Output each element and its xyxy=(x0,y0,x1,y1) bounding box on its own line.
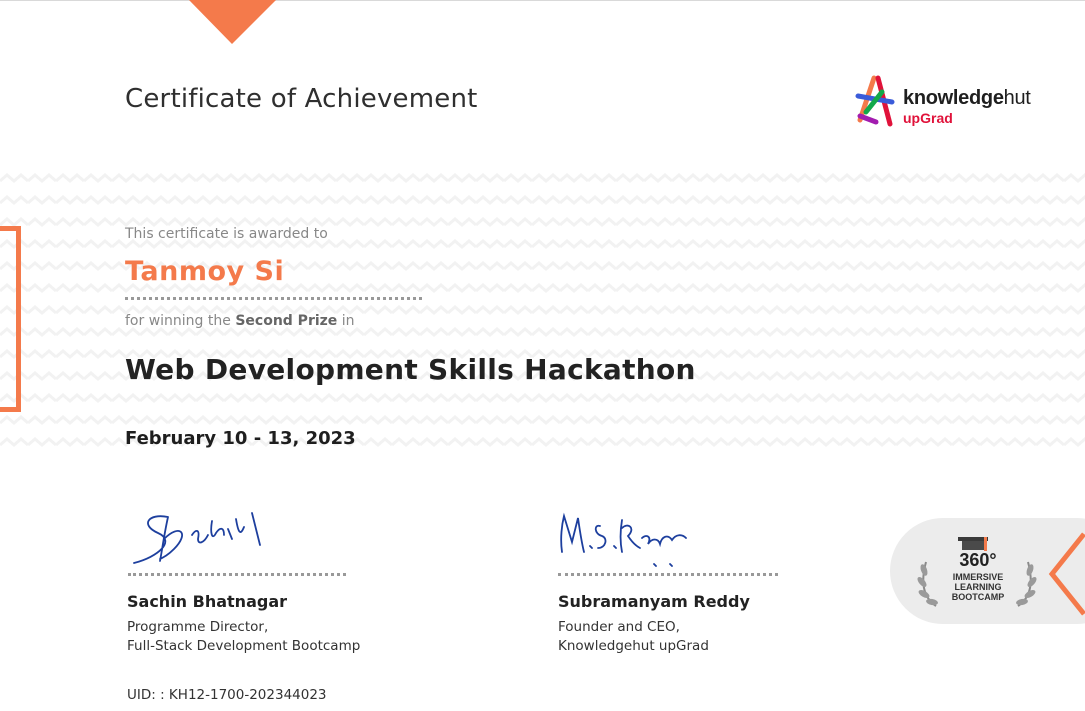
side-bracket-decoration xyxy=(0,226,21,412)
badge-line-3: BOOTCAMP xyxy=(951,592,1005,602)
awarded-text: This certificate is awarded to xyxy=(125,226,328,242)
signer-1-role xyxy=(127,618,360,656)
certificate-uid: UID: : KH12-1700-202344023 xyxy=(127,687,327,703)
logo-sub: upGrad xyxy=(903,110,953,126)
signer-1-role-line1: Programme Director, xyxy=(127,619,269,635)
reason-text xyxy=(125,313,355,329)
signer-1-role-line2: Full-Stack Development Bootcamp xyxy=(127,638,361,654)
logo-mark-icon xyxy=(852,72,902,128)
signer-2-role-line1: Founder and CEO, xyxy=(558,619,680,635)
event-date: February 10 - 13, 2023 xyxy=(125,428,356,449)
signature-sachin-bhatnagar xyxy=(128,505,268,575)
zigzag-background-pattern xyxy=(0,167,1085,457)
recipient-underline xyxy=(125,297,422,300)
reason-prefix: for winning the xyxy=(125,313,231,329)
laurel-left-icon xyxy=(916,558,942,608)
certificate-title: Certificate of Achievement xyxy=(125,84,478,114)
badge-line-1: IMMERSIVE xyxy=(952,572,1004,582)
signature-line-1 xyxy=(128,573,346,576)
recipient-name: Tanmoy Si xyxy=(125,256,285,287)
badge-line-2: LEARNING xyxy=(954,582,1002,592)
signer-1-name: Sachin Bhatnagar xyxy=(127,592,287,611)
signer-2-role-line2: Knowledgehut upGrad xyxy=(558,638,709,654)
badge-360-label: 360° xyxy=(959,550,997,570)
top-triangle-decoration xyxy=(0,0,300,50)
logo-name-bold: knowledge xyxy=(903,87,1004,109)
signer-2-name: Subramanyam Reddy xyxy=(558,592,750,611)
badge-chevron-decoration xyxy=(1040,530,1085,620)
reason-suffix: in xyxy=(341,313,355,329)
event-name: Web Development Skills Hackathon xyxy=(125,353,696,386)
badge-text xyxy=(940,572,1016,602)
knowledgehut-logo xyxy=(852,72,1042,132)
signature-line-2 xyxy=(558,573,778,576)
logo-name-light: hut xyxy=(1003,87,1031,109)
logo-name xyxy=(903,87,1031,110)
prize-text: Second Prize xyxy=(235,313,338,329)
signature-subramanyam-reddy xyxy=(556,508,696,572)
signer-2-role xyxy=(558,618,709,656)
